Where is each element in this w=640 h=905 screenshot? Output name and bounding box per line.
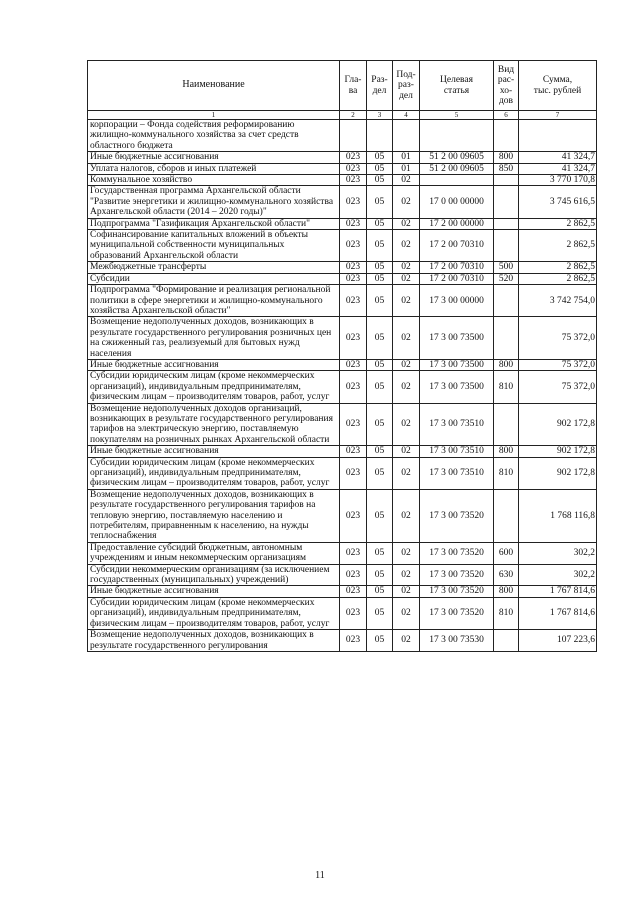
amount-cell: 302,2 [519, 564, 597, 586]
table-row [88, 597, 597, 629]
amount-cell: 902 172,8 [519, 446, 597, 457]
header-vid: Вид рас- хо- дов [494, 61, 519, 111]
row-name-cell: Государственная программа Архангельской области "Развитие энергетики и жилищно-коммунального хозяйства Архангельской области (2014 – 2020 годы)" [88, 186, 340, 218]
column-number: 6 [494, 111, 519, 120]
table-row [88, 262, 597, 273]
table-row [88, 371, 597, 403]
target-article-cell: 17 3 00 00000 [420, 285, 494, 317]
podrazdel-cell: 02 [393, 446, 420, 457]
table-row [88, 175, 597, 186]
target-article-cell: 17 3 00 73530 [420, 630, 494, 652]
row-name-cell: Софинансирование капитальных вложений в объекты муниципальной собственности муниципальных образований Архангельской области [88, 230, 340, 262]
amount-cell: 3 770 170,8 [519, 175, 597, 186]
row-name-cell: Возмещение недополученных доходов, возникающих в результате государственного регулирования [88, 630, 340, 652]
table-row [88, 218, 597, 229]
target-article-cell: 17 3 00 73520 [420, 597, 494, 629]
target-article-cell: 17 2 00 70310 [420, 230, 494, 262]
table-row [88, 403, 597, 446]
row-name-cell: Субсидии юридическим лицам (кроме некоммерческих организаций), индивидуальным предпринимателям, физическим лицам – производителям товаров, работ, услуг [88, 371, 340, 403]
expense-type-cell [494, 403, 519, 446]
podrazdel-cell: 02 [393, 218, 420, 229]
expense-type-cell: 810 [494, 371, 519, 403]
razdel-cell: 05 [367, 446, 393, 457]
table-row [88, 285, 597, 317]
table-row [88, 120, 597, 152]
target-article-cell: 51 2 00 09605 [420, 163, 494, 174]
amount-cell: 2 862,5 [519, 262, 597, 273]
row-name-cell: Иные бюджетные ассигнования [88, 586, 340, 597]
table-row [88, 564, 597, 586]
razdel-cell: 05 [367, 285, 393, 317]
expense-type-cell: 810 [494, 597, 519, 629]
glava-cell: 023 [340, 564, 367, 586]
razdel-cell: 05 [367, 542, 393, 564]
razdel-cell: 05 [367, 317, 393, 360]
row-name-cell: Подпрограмма "Газификация Архангельской области" [88, 218, 340, 229]
header-target: Целевая статья [420, 61, 494, 111]
glava-cell: 023 [340, 262, 367, 273]
podrazdel-cell: 02 [393, 564, 420, 586]
razdel-cell: 05 [367, 597, 393, 629]
podrazdel-cell: 02 [393, 175, 420, 186]
row-name-cell: Подпрограмма "Формирование и реализация региональной политики в сфере энергетики и жилищно-коммунального хозяйства Архангельской области" [88, 285, 340, 317]
amount-cell: 1 767 814,6 [519, 597, 597, 629]
column-number: 3 [367, 111, 393, 120]
razdel-cell: 05 [367, 630, 393, 652]
amount-cell [519, 120, 597, 152]
target-article-cell: 17 3 00 73500 [420, 317, 494, 360]
podrazdel-cell [393, 120, 420, 152]
glava-cell [340, 120, 367, 152]
glava-cell: 023 [340, 152, 367, 163]
table-row [88, 186, 597, 218]
target-article-cell: 17 3 00 73500 [420, 359, 494, 370]
amount-cell: 2 862,5 [519, 230, 597, 262]
table-row [88, 273, 597, 284]
amount-cell: 41 324,7 [519, 163, 597, 174]
target-article-cell: 17 0 00 00000 [420, 186, 494, 218]
table-row [88, 317, 597, 360]
target-article-cell: 17 3 00 73520 [420, 489, 494, 542]
amount-cell: 3 745 616,5 [519, 186, 597, 218]
table-row [88, 163, 597, 174]
expense-type-cell [494, 175, 519, 186]
row-name-cell: Коммунальное хозяйство [88, 175, 340, 186]
target-article-cell: 51 2 00 09605 [420, 152, 494, 163]
glava-cell: 023 [340, 285, 367, 317]
expense-type-cell: 810 [494, 457, 519, 489]
razdel-cell: 05 [367, 218, 393, 229]
amount-cell: 75 372,0 [519, 371, 597, 403]
amount-cell: 41 324,7 [519, 152, 597, 163]
target-article-cell: 17 3 00 73510 [420, 403, 494, 446]
amount-cell: 75 372,0 [519, 359, 597, 370]
podrazdel-cell: 02 [393, 317, 420, 360]
row-name-cell: Иные бюджетные ассигнования [88, 359, 340, 370]
expense-type-cell [494, 285, 519, 317]
glava-cell: 023 [340, 630, 367, 652]
podrazdel-cell: 02 [393, 262, 420, 273]
podrazdel-cell: 02 [393, 230, 420, 262]
podrazdel-cell: 02 [393, 597, 420, 629]
glava-cell: 023 [340, 457, 367, 489]
expense-type-cell [494, 186, 519, 218]
razdel-cell: 05 [367, 273, 393, 284]
table-row [88, 586, 597, 597]
table-row [88, 230, 597, 262]
expense-type-cell: 800 [494, 586, 519, 597]
glava-cell: 023 [340, 597, 367, 629]
expense-type-cell [494, 120, 519, 152]
column-number: 7 [519, 111, 597, 120]
table-body [88, 120, 597, 652]
column-number: 1 [88, 111, 340, 120]
target-article-cell: 17 2 00 70310 [420, 262, 494, 273]
amount-cell: 302,2 [519, 542, 597, 564]
row-name-cell: Возмещение недополученных доходов организаций, возникающих в результате государственного регулирования тарифов на электрическую энергию, поставляемую покупателям на розничных рынках Архангельской области [88, 403, 340, 446]
target-article-cell [420, 120, 494, 152]
glava-cell: 023 [340, 163, 367, 174]
target-article-cell: 17 3 00 73520 [420, 542, 494, 564]
razdel-cell: 05 [367, 186, 393, 218]
razdel-cell: 05 [367, 262, 393, 273]
amount-cell: 107 223,6 [519, 630, 597, 652]
podrazdel-cell: 02 [393, 489, 420, 542]
expense-type-cell: 800 [494, 446, 519, 457]
razdel-cell: 05 [367, 564, 393, 586]
header-sum: Сумма, тыс. рублей [519, 61, 597, 111]
table-row [88, 457, 597, 489]
glava-cell: 023 [340, 542, 367, 564]
expense-type-cell [494, 630, 519, 652]
header-podrazdel: Под- раз- дел [393, 61, 420, 111]
podrazdel-cell: 02 [393, 457, 420, 489]
amount-cell: 902 172,8 [519, 403, 597, 446]
podrazdel-cell: 02 [393, 186, 420, 218]
row-name-cell: Субсидии некоммерческим организациям (за исключением государственных (муниципальных) учреждений) [88, 564, 340, 586]
row-name-cell: Межбюджетные трансферты [88, 262, 340, 273]
expense-type-cell: 800 [494, 152, 519, 163]
header-name: Наименование [88, 61, 340, 111]
podrazdel-cell: 02 [393, 542, 420, 564]
target-article-cell: 17 3 00 73510 [420, 457, 494, 489]
target-article-cell: 17 3 00 73520 [420, 586, 494, 597]
podrazdel-cell: 01 [393, 163, 420, 174]
razdel-cell: 05 [367, 175, 393, 186]
row-name-cell: корпорации – Фонда содействия реформированию жилищно-коммунального хозяйства за счет средств областного бюджета [88, 120, 340, 152]
amount-cell: 1 767 814,6 [519, 586, 597, 597]
glava-cell: 023 [340, 446, 367, 457]
row-name-cell: Иные бюджетные ассигнования [88, 446, 340, 457]
column-number: 2 [340, 111, 367, 120]
glava-cell: 023 [340, 218, 367, 229]
podrazdel-cell: 02 [393, 371, 420, 403]
podrazdel-cell: 02 [393, 273, 420, 284]
podrazdel-cell: 02 [393, 359, 420, 370]
glava-cell: 023 [340, 273, 367, 284]
podrazdel-cell: 02 [393, 586, 420, 597]
expense-type-cell: 630 [494, 564, 519, 586]
column-number: 5 [420, 111, 494, 120]
target-article-cell [420, 175, 494, 186]
expense-type-cell: 520 [494, 273, 519, 284]
razdel-cell: 05 [367, 489, 393, 542]
glava-cell: 023 [340, 403, 367, 446]
expense-type-cell: 800 [494, 359, 519, 370]
podrazdel-cell: 02 [393, 285, 420, 317]
row-name-cell: Возмещение недополученных доходов, возникающих в результате государственного регулирования розничных цен на сжиженный газ, реализуемый для бытовых нужд населения [88, 317, 340, 360]
glava-cell: 023 [340, 586, 367, 597]
target-article-cell: 17 2 00 70310 [420, 273, 494, 284]
row-name-cell: Уплата налогов, сборов и иных платежей [88, 163, 340, 174]
razdel-cell: 05 [367, 457, 393, 489]
podrazdel-cell: 02 [393, 403, 420, 446]
amount-cell: 75 372,0 [519, 317, 597, 360]
table-row [88, 489, 597, 542]
glava-cell: 023 [340, 186, 367, 218]
razdel-cell [367, 120, 393, 152]
glava-cell: 023 [340, 317, 367, 360]
row-name-cell: Субсидии юридическим лицам (кроме некоммерческих организаций), индивидуальным предпринимателям, физическим лицам – производителям товаров, работ, услуг [88, 597, 340, 629]
target-article-cell: 17 3 00 73520 [420, 564, 494, 586]
razdel-cell: 05 [367, 152, 393, 163]
expense-type-cell [494, 489, 519, 542]
amount-cell: 2 862,5 [519, 218, 597, 229]
column-number-row [88, 111, 597, 120]
glava-cell: 023 [340, 359, 367, 370]
podrazdel-cell: 02 [393, 630, 420, 652]
amount-cell: 2 862,5 [519, 273, 597, 284]
razdel-cell: 05 [367, 359, 393, 370]
row-name-cell: Субсидии [88, 273, 340, 284]
table-row [88, 446, 597, 457]
header-razdel: Раз- дел [367, 61, 393, 111]
budget-table [87, 60, 597, 652]
glava-cell: 023 [340, 230, 367, 262]
expense-type-cell: 500 [494, 262, 519, 273]
expense-type-cell [494, 218, 519, 229]
row-name-cell: Предоставление субсидий бюджетным, автономным учреждениям и иным некоммерческим организациям [88, 542, 340, 564]
razdel-cell: 05 [367, 403, 393, 446]
header-glava: Гла- ва [340, 61, 367, 111]
podrazdel-cell: 01 [393, 152, 420, 163]
razdel-cell: 05 [367, 230, 393, 262]
table-row [88, 542, 597, 564]
expense-type-cell: 850 [494, 163, 519, 174]
table-row [88, 152, 597, 163]
expense-type-cell [494, 230, 519, 262]
amount-cell: 1 768 116,8 [519, 489, 597, 542]
page-number: 11 [315, 870, 325, 881]
row-name-cell: Иные бюджетные ассигнования [88, 152, 340, 163]
razdel-cell: 05 [367, 586, 393, 597]
glava-cell: 023 [340, 489, 367, 542]
row-name-cell: Субсидии юридическим лицам (кроме некоммерческих организаций), индивидуальным предпринимателям, физическим лицам – производителям товаров, работ, услуг [88, 457, 340, 489]
glava-cell: 023 [340, 371, 367, 403]
razdel-cell: 05 [367, 371, 393, 403]
column-number: 4 [393, 111, 420, 120]
expense-type-cell [494, 317, 519, 360]
row-name-cell: Возмещение недополученных доходов, возникающих в результате государственного регулирования тарифов на тепловую энергию, поставляемую населению и потребителям, приравненным к населению, на нужды теплоснабжения [88, 489, 340, 542]
target-article-cell: 17 3 00 73510 [420, 446, 494, 457]
table-row [88, 630, 597, 652]
target-article-cell: 17 3 00 73500 [420, 371, 494, 403]
glava-cell: 023 [340, 175, 367, 186]
expense-type-cell: 600 [494, 542, 519, 564]
amount-cell: 3 742 754,0 [519, 285, 597, 317]
razdel-cell: 05 [367, 163, 393, 174]
header-row [88, 61, 597, 111]
target-article-cell: 17 2 00 00000 [420, 218, 494, 229]
table-row [88, 359, 597, 370]
amount-cell: 902 172,8 [519, 457, 597, 489]
